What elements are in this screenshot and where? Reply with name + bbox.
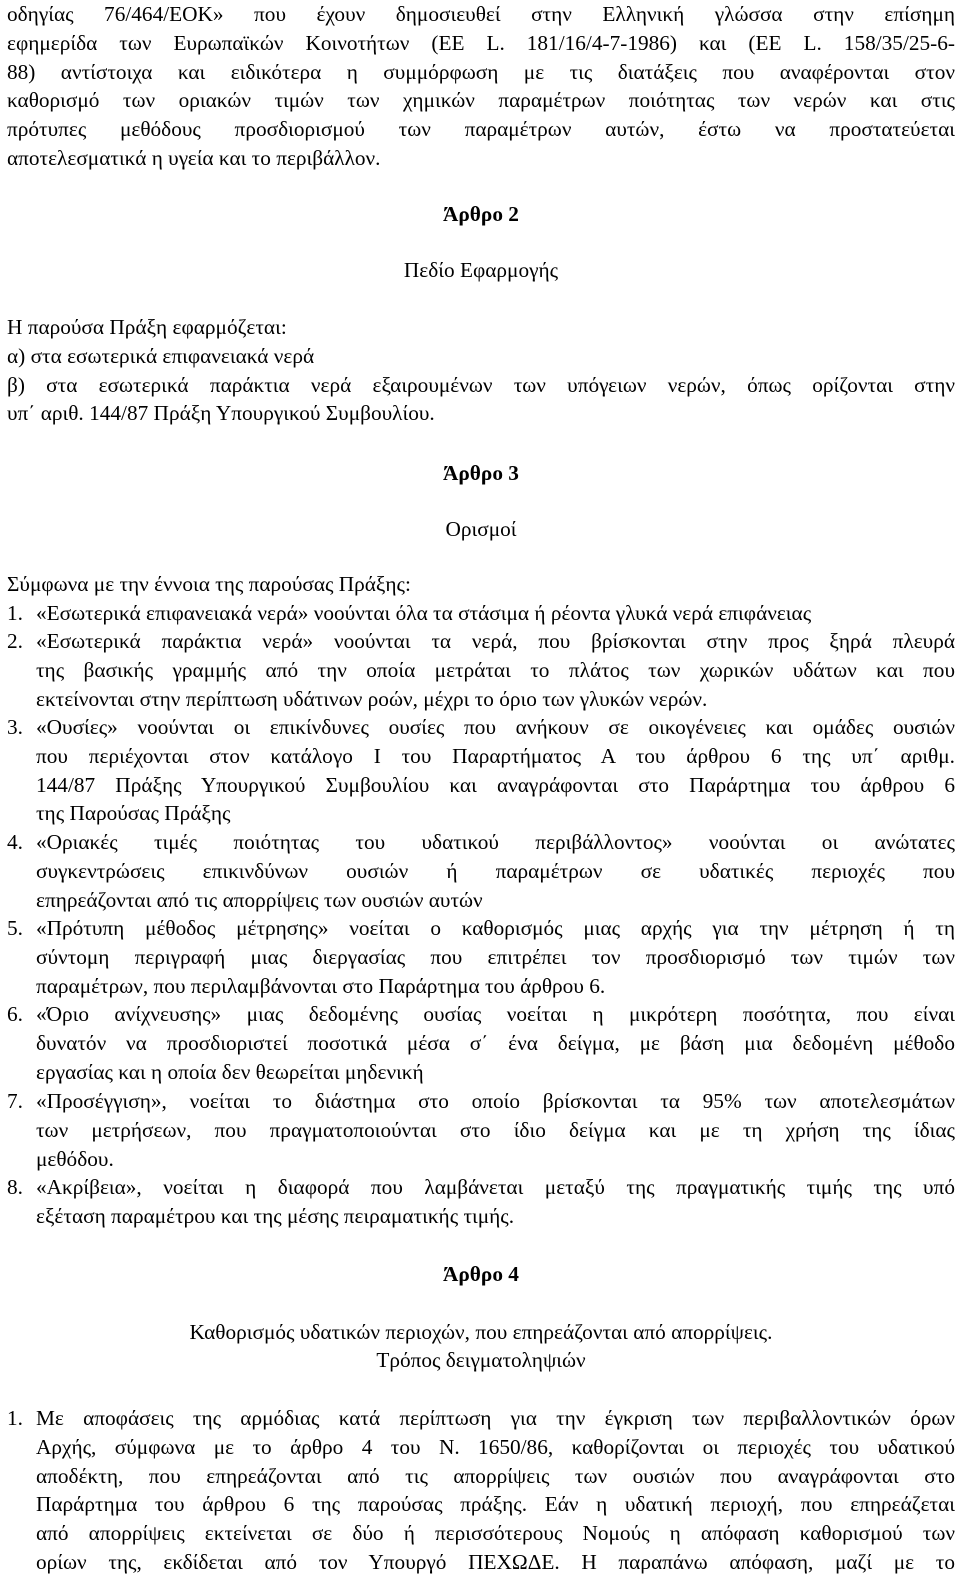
- item-line: εκτείνονται στην περίπτωση υδάτινων ροών, μέχρι το όριο των γλυκών νερών.: [36, 686, 708, 711]
- item-line: «Ακρίβεια», νοείται η διαφορά που λαμβάνεται μεταξύ της πραγματικής τιμής της υπό: [36, 1175, 955, 1199]
- item-line: Παράρτημα του άρθρου 6 της παρούσας πράξης. Εάν η υδατική περιοχή, που επηρεάζεται: [36, 1492, 955, 1517]
- item-number: 1.: [7, 1406, 23, 1430]
- item-number: 3.: [7, 715, 23, 739]
- article-2-line: α) στα εσωτερικά επιφανειακά νερά: [7, 343, 315, 368]
- item-line: «Οριακές τιμές ποιότητας του υδατικού περιβάλλοντος» νοούνται οι ανώτατες: [36, 830, 955, 854]
- article-2-title: Πεδίο Εφαρμογής: [403, 258, 559, 282]
- definition-item-2: [7, 627, 955, 714]
- article-2-line: β) στα εσωτερικά παράκτια νερά εξαιρουμένων των υπόγειων νερών, όπως ορίζονται στην: [7, 372, 955, 397]
- item-line: «Όριο ανίχνευσης» μιας δεδομένης ουσίας νοείται η μικρότερη ποσότητα, που είναι: [36, 1002, 955, 1026]
- item-line: αποδέκτη, που επηρεάζονται από τις απορρίψεις των ουσιών που αναγράφονται στο: [36, 1463, 955, 1488]
- intro-line: πρότυπες μεθόδους προσδιορισμού των παραμέτρων αυτών, έστω να προστατεύεται: [7, 117, 955, 142]
- item-number: 2.: [7, 629, 23, 653]
- intro-paragraph: [7, 0, 955, 173]
- item-number: 7.: [7, 1089, 23, 1113]
- definition-item-5: [7, 914, 955, 1001]
- item-line: «Εσωτερικά επιφανειακά νερά» νοούνται όλα τα στάσιμα ή ρέοντα γλυκά νερά επιφάνειας: [36, 601, 812, 625]
- item-line: «Προσέγγιση», νοείται το διάστημα στο οποίο βρίσκονται τα 95% των αποτελεσμάτων: [36, 1089, 955, 1113]
- article-3-title: Ορισμοί: [445, 517, 517, 541]
- article-2-body: [7, 313, 955, 428]
- article-2-line: υπ΄ αριθ. 144/87 Πράξη Υπουργικού Συμβουλίου.: [7, 401, 435, 426]
- article-4-title-line-1: Καθορισμός υδατικών περιοχών, που επηρεάζονται από απορρίψεις.: [189, 1320, 773, 1344]
- item-line: σύντομη περιγραφή μιας διεργασίας που επιτρέπει τον προσδιορισμό των τιμών των: [36, 944, 955, 969]
- item-line: επηρεάζονται από τις απορρίψεις των ουσιών αυτών: [36, 887, 483, 912]
- item-line: «Εσωτερικά παράκτια νερά» νοούνται τα νερά, που βρίσκονται στην προς ξηρά πλευρά: [36, 629, 955, 653]
- article-2-heading: Άρθρο 2: [443, 202, 519, 226]
- item-number: 5.: [7, 916, 23, 940]
- item-line: Με αποφάσεις της αρμόδιας κατά περίπτωση για την έγκριση των περιβαλλοντικών όρων: [36, 1406, 955, 1430]
- definition-item-1: [7, 599, 955, 628]
- definition-item-3: [7, 713, 955, 829]
- intro-line: εφημερίδα των Ευρωπαϊκών Κοινοτήτων (ΕΕ L. 181/16/4-7-1986) και (ΕΕ L. 158/35/25-6-: [7, 30, 955, 55]
- definition-item-4: [7, 828, 955, 915]
- definition-item-6: [7, 1000, 955, 1087]
- item-line: Αρχής, σύμφωνα με το άρθρο 4 του Ν. 1650/86, καθορίζονται οι περιοχές του υδατικού: [36, 1434, 955, 1459]
- item-number: 1.: [7, 601, 23, 625]
- item-line: «Ουσίες» νοούνται οι επικίνδυνες ουσίες που ανήκουν σε οικογένειες και ομάδες ουσιών: [36, 715, 955, 739]
- article-4-heading: Άρθρο 4: [443, 1262, 519, 1286]
- definition-item-7: [7, 1087, 955, 1174]
- item-line: της βασικής γραμμής από την οποία μετράται το πλάτος των χωρικών υδάτων και που: [36, 657, 955, 682]
- item-line: από απορρίψεις εκτείνεται σε δύο ή περισσότερους Νομούς η απόφαση καθορισμού των: [36, 1521, 955, 1546]
- item-line: των μετρήσεων, που πραγματοποιούνται στο ίδιο δείγμα και με τη χρήση της ίδιας: [36, 1117, 955, 1142]
- item-line: μεθόδου.: [36, 1146, 114, 1171]
- article-4-title-line-2: Τρόπος δειγματοληψιών: [376, 1348, 586, 1372]
- intro-line: οδηγίας 76/464/ΕΟΚ» που έχουν δημοσιευθεί στην Ελληνική γλώσσα στην επίσημη: [7, 2, 955, 26]
- item-number: 6.: [7, 1002, 23, 1026]
- item-line: παραμέτρων, που περιλαμβάνονται στο Παράρτημα του άρθρου 6.: [36, 973, 606, 998]
- item-number: 4.: [7, 830, 23, 854]
- item-line: εργασίας και η οποία δεν θεωρείται μηδενική: [36, 1059, 424, 1084]
- item-line: εξέταση παραμέτρου και της μέσης πειραματικής τιμής.: [36, 1203, 515, 1228]
- item-line: «Πρότυπη μέθοδος μέτρησης» νοείται ο καθορισμός μιας αρχής για την μέτρηση ή τη: [36, 916, 955, 940]
- item-line: δυνατόν να προσδιοριστεί ποσοτικά μέσα σ΄ ένα δείγμα, με βάση μια δεδομένη μέθοδο: [36, 1030, 955, 1055]
- item-number: 8.: [7, 1175, 23, 1199]
- item-line: ορίων της, εκδίδεται από τον Υπουργό ΠΕΧΩΔΕ. Η παραπάνω απόφαση, μαζί με το: [36, 1549, 955, 1574]
- intro-line: αποτελεσματικά η υγεία και το περιβάλλον.: [7, 145, 381, 170]
- definition-item-8: [7, 1173, 955, 1231]
- item-line: 144/87 Πράξης Υπουργικού Συμβουλίου και αναγράφονται στο Παράρτημα του άρθρου 6: [36, 772, 955, 797]
- article-4-item-1: [7, 1404, 955, 1584]
- item-line: της Παρούσας Πράξης: [36, 801, 231, 826]
- article-3-heading: Άρθρο 3: [443, 461, 519, 485]
- item-line: που περιέχονται στον κατάλογο Ι του Παραρτήματος Α του άρθρου 6 της υπ΄ αριθμ.: [36, 743, 955, 768]
- intro-line: καθορισμό των οριακών τιμών των χημικών παραμέτρων ποιότητας των νερών και στις: [7, 88, 955, 113]
- article-3-intro: Σύμφωνα με την έννοια της παρούσας Πράξης:: [7, 572, 411, 596]
- article-2-line: Η παρούσα Πράξη εφαρμόζεται:: [7, 315, 287, 339]
- item-line: συγκεντρώσεις επικινδύνων ουσιών ή παραμέτρων σε υδατικές περιοχές που: [36, 858, 955, 883]
- intro-line: 88) αντίστοιχα και ειδικότερα η συμμόρφωση με τις διατάξεις που αναφέρονται στον: [7, 59, 955, 84]
